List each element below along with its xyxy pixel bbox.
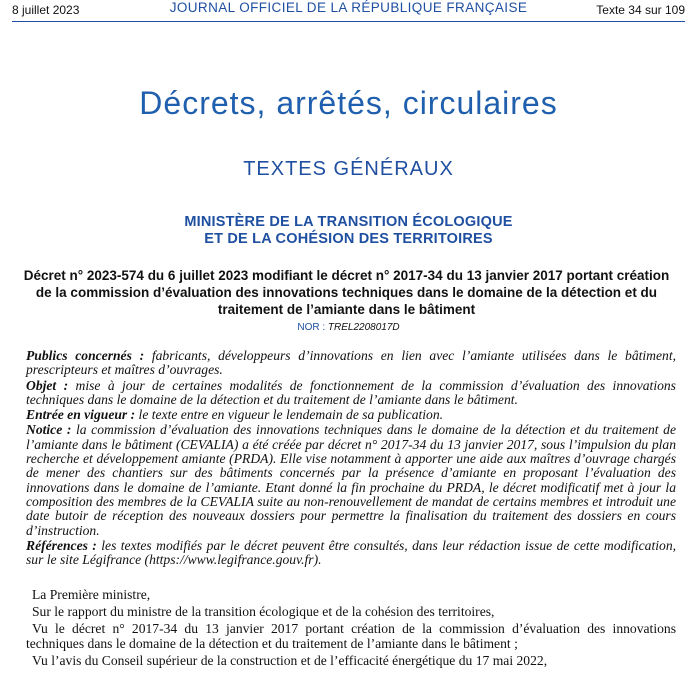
text-number: Texte 34 sur 109: [596, 3, 685, 17]
summary-text: le texte entre en vigueur le lendemain de sa publication.: [138, 407, 444, 423]
summary-label: Objet :: [26, 377, 69, 393]
body-paragraph: Vu le décret n° 2017-34 du 13 janvier 2017 portant création de la commission d’évaluation des innovations techniques dans le domaine de la détection et du traitement de l’amiante dans le bâtiment ;: [26, 621, 676, 651]
ministry-heading: [0, 214, 697, 248]
body-paragraph: Sur le rapport du ministre de la transition écologique et de la cohésion des territoires,: [32, 604, 495, 620]
section-subtitle: TEXTES GÉNÉRAUX: [243, 158, 454, 180]
body-paragraph: La Première ministre,: [32, 587, 151, 602]
ministry-line-2: ET DE LA COHÉSION DES TERRITOIRES: [204, 231, 493, 247]
nor-label: NOR :: [297, 322, 326, 333]
summary-label: Références :: [26, 537, 97, 553]
nor-value: TREL2208017D: [327, 322, 400, 333]
summary-paragraph: [26, 539, 676, 568]
summary-paragraph: [26, 408, 676, 422]
publication-date: 8 juillet 2023: [12, 3, 80, 17]
summary-text: la commission d’évaluation des innovations techniques dans le domaine de la détection et du traitement de l’amiante dans le bâtiment (CEVALIA) a été créée par décret n° 2017-34 du 13 janvier 2017, sous l’impulsion du plan recherche et développement amiante (PRDA). Elle vise notamment à apporter une aide aux maîtres d’ouvrage chargés de mener des chantiers sur des bâtiments concernés par la présence d’amiante en proposant l’évaluation des innovations dans le domaine de l’amiante. Etant donné la fin prochaine du PRDA, le décret modificatif met à jour la composition des membres de la CEVALIA suite au non-renouvellement de mandat de certains membres et introduit une date butoir de réception des nouveaux dossiers pour permettre la finalisation du traitement des dossiers en cours d’instruction.: [26, 422, 676, 538]
summary-text: fabricants, développeurs d’innovations en lien avec l’amiante utilisées dans le bâtiment, prescripteurs et maîtres d’ouvrages.: [26, 348, 676, 378]
summary-paragraph: [26, 379, 676, 408]
section-title: Décrets, arrêtés, circulaires: [139, 85, 558, 121]
decree-summary: [26, 349, 676, 568]
body-paragraph: Vu l’avis du Conseil supérieur de la construction et de l’efficacité énergétique du 17 mai 2022,: [32, 652, 548, 668]
summary-text: mise à jour de certaines modalités de fonctionnement de la commission d’évaluation des innovations techniques dans le domaine de la détection et du traitement de l’amiante dans le bâtiment.: [26, 377, 676, 407]
summary-text: les textes modifiés par le décret peuvent être consultés, dans leur rédaction issue de cette modification, sur le site Légifrance (https://www.legifrance.gouv.fr).: [26, 537, 677, 568]
decree-body: [26, 588, 676, 671]
header-divider: [12, 21, 685, 22]
ministry-line-1: MINISTÈRE DE LA TRANSITION ÉCOLOGIQUE: [184, 214, 513, 230]
decree-title: Décret n° 2023-574 du 6 juillet 2023 modifiant le décret n° 2017-34 du 13 janvier 2017 portant création de la commission d’évaluation des innovations techniques dans le domaine de la détection et du traitement de l’amiante dans le bâtiment: [23, 268, 670, 317]
summary-label: Publics concernés :: [26, 348, 145, 363]
summary-label: Entrée en vigueur :: [26, 407, 136, 423]
nor-reference: [0, 322, 697, 333]
journal-name: JOURNAL OFFICIEL DE LA RÉPUBLIQUE FRANÇAISE: [169, 0, 528, 15]
summary-paragraph: [26, 349, 676, 378]
page-header: [12, 0, 685, 20]
summary-paragraph: [26, 423, 676, 537]
summary-label: Notice :: [26, 422, 72, 438]
